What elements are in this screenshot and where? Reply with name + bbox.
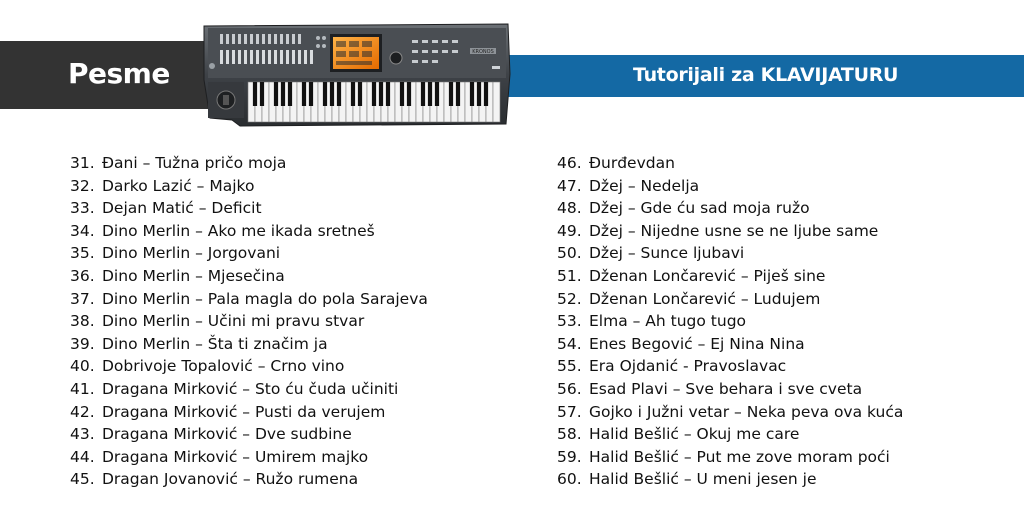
song-number: 37.	[70, 289, 95, 308]
song-number: 55.	[557, 357, 582, 376]
keyboard-brand-label: KRONOS	[472, 49, 494, 55]
song-title: Darko Lazić – Majko	[102, 176, 255, 195]
black-key	[302, 82, 306, 106]
black-key	[260, 82, 264, 106]
song-number: 43.	[70, 425, 95, 444]
song-number: 54.	[557, 334, 582, 353]
song-title: Dejan Matić – Deficit	[102, 199, 262, 218]
song-list-item	[70, 288, 428, 311]
song-title: Halid Bešlić – Okuj me care	[589, 425, 800, 444]
song-title: Esad Plavi – Sve behara i sve cveta	[589, 379, 863, 398]
song-title: Dženan Lončarević – Piješ sine	[589, 266, 826, 285]
song-list-item	[70, 423, 428, 446]
white-key	[493, 82, 500, 122]
song-title: Dino Merlin – Šta ti značim ja	[102, 334, 328, 353]
song-title: Džej – Gde ću sad moja ružo	[589, 199, 810, 218]
song-title: Dino Merlin – Učini mi pravu stvar	[102, 312, 365, 331]
song-number: 52.	[557, 289, 582, 308]
song-title: Đani – Tužna pričo moja	[102, 154, 287, 172]
black-key	[428, 82, 432, 106]
song-number: 36.	[70, 266, 95, 285]
song-number: 32.	[70, 176, 95, 195]
song-title: Dragana Mirković – Pusti da verujem	[102, 402, 386, 421]
black-key	[253, 82, 257, 106]
song-title: Elma – Ah tugo tugo	[589, 312, 747, 331]
song-number: 39.	[70, 334, 95, 353]
song-number: 60.	[557, 470, 582, 489]
song-list-item	[70, 175, 428, 198]
black-key	[372, 82, 376, 106]
song-number: 53.	[557, 312, 582, 331]
song-number: 44.	[70, 447, 95, 466]
song-list-item	[557, 242, 903, 265]
song-list-item	[557, 423, 903, 446]
black-key	[358, 82, 362, 106]
song-list-item	[70, 446, 428, 469]
song-number: 51.	[557, 266, 582, 285]
page-title: Pesme	[68, 57, 170, 90]
song-title: Dženan Lončarević – Ludujem	[589, 289, 821, 308]
song-number: 58.	[557, 425, 582, 444]
black-key	[407, 82, 411, 106]
song-title: Džej – Sunce ljubavi	[589, 244, 745, 263]
song-list-item	[557, 378, 903, 401]
song-title: Dragana Mirković – Umirem majko	[102, 447, 369, 466]
song-number: 49.	[557, 221, 582, 240]
black-key	[449, 82, 453, 106]
song-list-item	[70, 468, 428, 491]
song-list-left	[70, 152, 428, 491]
song-list-item	[557, 468, 903, 491]
song-number: 38.	[70, 312, 95, 331]
song-number: 41.	[70, 379, 95, 398]
black-key	[379, 82, 383, 106]
black-key	[288, 82, 292, 106]
song-number: 47.	[557, 176, 582, 195]
song-list-item	[70, 220, 428, 243]
black-key	[337, 82, 341, 106]
song-list-item	[70, 401, 428, 424]
song-list-item	[557, 220, 903, 243]
song-list-item	[557, 175, 903, 198]
black-key	[330, 82, 334, 106]
song-number: 40.	[70, 357, 95, 376]
song-title: Dino Merlin – Mjesečina	[102, 266, 285, 285]
song-list-item	[557, 288, 903, 311]
black-key	[435, 82, 439, 106]
song-list-item	[70, 310, 428, 333]
black-key	[470, 82, 474, 106]
song-list-item	[70, 378, 428, 401]
song-title: Džej – Nedelja	[589, 176, 700, 195]
song-number: 59.	[557, 447, 582, 466]
black-key	[274, 82, 278, 106]
song-number: 34.	[70, 221, 95, 240]
song-list-item	[557, 152, 903, 175]
black-key	[400, 82, 404, 106]
song-list-item	[557, 310, 903, 333]
song-list-item	[557, 265, 903, 288]
black-key	[281, 82, 285, 106]
song-title: Dragana Mirković – Sto ću čuda učiniti	[102, 379, 399, 398]
song-title: Era Ojdanić - Pravoslavac	[589, 357, 787, 376]
black-key	[477, 82, 481, 106]
black-key	[386, 82, 390, 106]
song-title: Dino Merlin – Ako me ikada sretneš	[102, 221, 375, 240]
song-number: 45.	[70, 470, 95, 489]
song-title: Gojko i Južni vetar – Neka peva ova kuća	[589, 402, 904, 421]
song-list-item	[557, 401, 903, 424]
song-list-item	[557, 333, 903, 356]
song-number: 48.	[557, 199, 582, 218]
song-list-item	[70, 197, 428, 220]
song-number: 42.	[70, 402, 95, 421]
song-title: Enes Begović – Ej Nina Nina	[589, 334, 805, 353]
song-number: 35.	[70, 244, 95, 263]
song-list-item	[557, 197, 903, 220]
song-title: Džej – Nijedne usne se ne ljube same	[589, 221, 879, 240]
black-key	[351, 82, 355, 106]
song-number: 57.	[557, 402, 582, 421]
song-number: 31.	[70, 154, 95, 172]
song-title: Dobrivoje Topalović – Crno vino	[102, 357, 345, 376]
black-key	[421, 82, 425, 106]
song-title: Dragana Mirković – Dve sudbine	[102, 425, 352, 444]
song-list-right	[557, 152, 903, 491]
song-title: Dragan Jovanović – Ružo rumena	[102, 470, 359, 489]
song-title: Dino Merlin – Pala magla do pola Sarajeva	[102, 289, 428, 308]
synthesizer-keyboard-icon	[200, 20, 512, 128]
black-key	[484, 82, 488, 106]
song-list-item	[70, 265, 428, 288]
song-list-item	[557, 446, 903, 469]
page-subtitle: Tutorijali za KLAVIJATURU	[633, 64, 899, 86]
black-key	[309, 82, 313, 106]
black-key	[456, 82, 460, 106]
song-title: Halid Bešlić – U meni jesen je	[589, 470, 817, 489]
song-title: Dino Merlin – Jorgovani	[102, 244, 281, 263]
black-key	[323, 82, 327, 106]
song-list-item	[70, 355, 428, 378]
song-title: Đurđevdan	[589, 154, 675, 172]
song-list-item	[70, 152, 428, 175]
song-list-item	[557, 355, 903, 378]
song-title: Halid Bešlić – Put me zove moram poći	[589, 447, 890, 466]
song-number: 56.	[557, 379, 582, 398]
song-list-item	[70, 333, 428, 356]
song-number: 50.	[557, 244, 582, 263]
song-list-item	[70, 242, 428, 265]
song-number: 33.	[70, 199, 95, 218]
song-number: 46.	[557, 154, 582, 172]
